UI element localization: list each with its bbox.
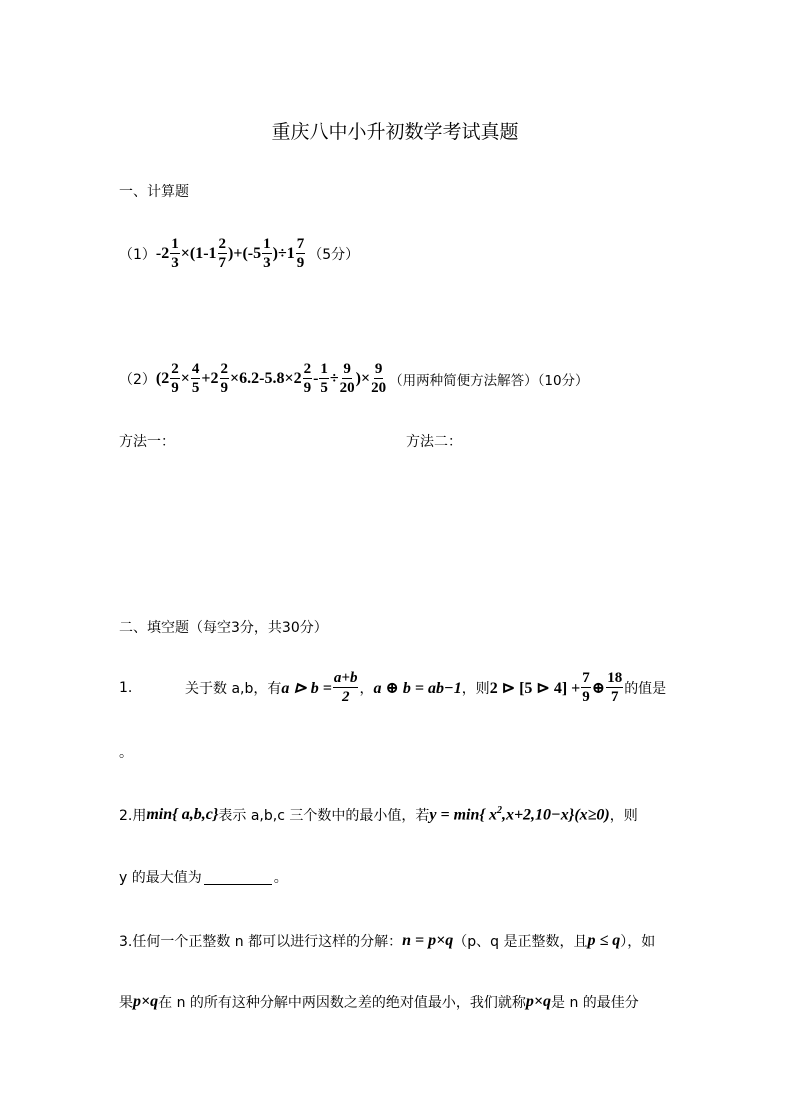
- q2-fraction-g: $\frac{9}{20}$: [339, 361, 355, 396]
- fill-problem-2: [119, 803, 638, 827]
- q2-number: （2）: [119, 372, 156, 388]
- problem-1-end: 。: [119, 745, 133, 761]
- problem-1-definition: a ⊳ b =: [281, 680, 332, 697]
- q2-fraction-h: $\frac{9}{20}$: [371, 361, 387, 396]
- problem-1-fraction-h: $\frac{18}{7}$: [607, 670, 623, 705]
- problem-3-text: 果: [119, 995, 133, 1011]
- q1-fraction-3: $\frac{1}{3}$: [263, 236, 271, 271]
- problem-3-text: 3.任何一个正整数 n 都可以进行这样的分解：: [119, 934, 403, 950]
- q2-term: )×: [355, 370, 371, 387]
- answer-blank[interactable]: [204, 870, 272, 885]
- problem-3-text: 是 n 的最佳分: [551, 995, 639, 1011]
- q1-fraction-2: $\frac{2}{7}$: [218, 236, 227, 271]
- problem-3-expression: p×q: [133, 993, 159, 1010]
- problem-2-text: y 的最大值为: [119, 870, 202, 886]
- problem-2-text: 表示 a,b,c 三个数中的最小值，若: [218, 808, 430, 824]
- problem-2-text: 2.用: [119, 808, 147, 824]
- q1-term: )+(-5: [228, 245, 262, 262]
- problem-1-text: 关于数 a,b，有: [185, 681, 282, 697]
- q2-term: -: [313, 370, 319, 387]
- q2-fraction-c: $\frac{2}{9}$: [220, 361, 228, 396]
- problem-2-expression: min{ a,b,c}: [146, 806, 219, 823]
- page-title: 重庆八中小升初数学考试真题: [271, 121, 519, 143]
- problem-1-expression: ⊕: [591, 680, 606, 697]
- problem-3-expression: p ≤ q: [587, 932, 621, 949]
- problem-1-fraction-g: $\frac{7}{9}$: [582, 670, 590, 705]
- q2-note: （用两种简便方法解答）（10分）: [389, 373, 589, 389]
- q2-fraction-a: $\frac{2}{9}$: [171, 361, 179, 396]
- problem-1-text: ，则: [461, 681, 490, 697]
- problem-1-text: 的值是: [624, 681, 667, 697]
- question-2: [119, 357, 589, 401]
- fill-problem-3-line2: [119, 990, 639, 1014]
- q1-term: -2: [155, 245, 170, 262]
- problem-3-expression: p×q: [525, 993, 552, 1010]
- q2-term: ÷: [329, 370, 339, 387]
- q2-fraction-d: $\frac{2}{9}$: [303, 361, 312, 396]
- q2-term: +2: [201, 370, 219, 387]
- q1-number: （1）: [119, 247, 156, 263]
- problem-2-text: 。: [273, 870, 288, 886]
- q2-term: ×: [180, 370, 190, 387]
- problem-2-expression: y = min{ $x^2,x+2,10-x\}(x\ge 0)$: [429, 805, 610, 824]
- problem-2-text: ，则: [609, 808, 638, 824]
- q1-score: （5分）: [308, 247, 360, 263]
- q2-term: (2: [155, 370, 170, 387]
- problem-3-expression: n = p×q: [402, 932, 454, 949]
- problem-3-text: ），如: [620, 934, 656, 950]
- problem-1-definition: a ⊕ b = ab−1: [373, 680, 462, 697]
- fill-problem-3: [119, 929, 655, 953]
- problem-1-expression: 2 ⊳ [5 ⊳ 4] +: [489, 680, 581, 697]
- q1-term: ×(1-1: [180, 245, 217, 262]
- problem-3-text: （p、q 是正整数，且: [453, 934, 588, 950]
- q2-fraction-e: $\frac{1}{5}$: [320, 361, 328, 396]
- problem-1-number: 1.: [119, 680, 133, 696]
- q1-term: )÷1: [272, 245, 295, 262]
- problem-3-text: 在 n 的所有这种分解中两因数之差的绝对值最小，我们就称: [158, 995, 526, 1011]
- fill-problem-1: [119, 666, 666, 710]
- section1-heading: 一、计算题: [119, 184, 189, 200]
- q2-term: ×6.2-5.8×2: [230, 370, 302, 387]
- q1-fraction-1: $\frac{1}{3}$: [171, 236, 179, 271]
- section2-heading: 二、填空题（每空3分，共30分）: [119, 620, 328, 636]
- question-1: [119, 232, 359, 276]
- problem-1-fraction-def: $\frac{a+b}{2}$: [333, 670, 358, 705]
- method-one-label: 方法一：: [119, 434, 175, 450]
- fill-problem-2-line2: [119, 866, 288, 888]
- q2-fraction-b: $\frac{4}{5}$: [191, 361, 200, 396]
- problem-1-text: ，: [359, 681, 374, 697]
- q1-fraction-4: $\frac{7}{9}$: [296, 236, 305, 271]
- method-two-label: 方法二：: [406, 434, 462, 450]
